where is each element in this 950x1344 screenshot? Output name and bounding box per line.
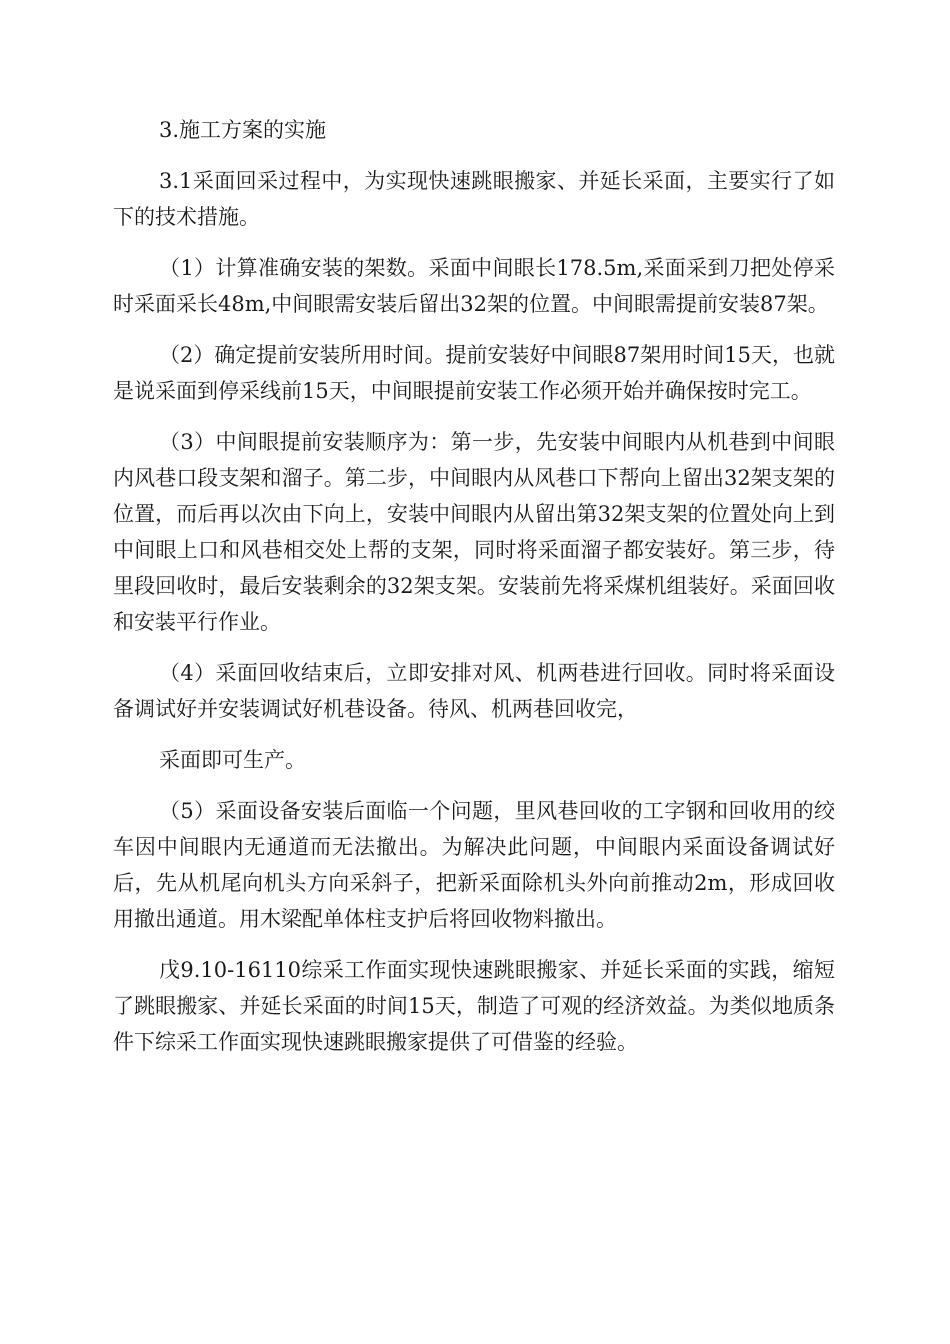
paragraph-step-2: （2）确定提前安装所用时间。提前安装好中间眼87架用时间15天，也就是说采面到停采线前15天，中间眼提前安装工作必须开始并确保按时完工。 <box>113 343 835 403</box>
paragraph-step-5: （5）采面设备安装后面临一个问题，里风巷回收的工字钢和回收用的绞车因中间眼内无通道而无法撤出。为解决此问题，中间眼内采面设备调试好后，先从机尾向机头方向采斜子，把新采面除机头外向前推动2m，形成回收用撤出通道。用木梁配单体柱支护后将回收物料撤出。 <box>113 799 835 931</box>
section-heading: 3.施工方案的实施 <box>159 118 327 142</box>
document-body <box>113 112 835 1075</box>
paragraph-step-3: （3）中间眼提前安装顺序为：第一步，先安装中间眼内从机巷到中间眼内风巷口段支架和溜子。第二步，中间眼内从风巷口下帮向上留出32架支架的位置，而后再以次由下向上，安装中间眼内从留出第32架支架的位置处向上到中间眼上口和风巷相交处上帮的支架，同时将采面溜子都安装好。第三步，待里段回收时，最后安装剩余的32架支架。安装前先将采煤机组装好。采面回收和安装平行作业。 <box>113 430 835 634</box>
paragraph-3-1: 3.1采面回采过程中，为实现快速跳眼搬家、并延长采面，主要实行了如下的技术措施。 <box>113 169 835 229</box>
paragraph-step-4: （4）采面回收结束后，立即安排对风、机两巷进行回收。同时将采面设备调试好并安装调试好机巷设备。待风、机两巷回收完， <box>113 661 835 721</box>
paragraph-step-4-continuation: 采面即可生产。 <box>159 748 306 772</box>
paragraph-step-1: （1）计算准确安装的架数。采面中间眼长178.5m,采面采到刀把处停采时采面采长48m,中间眼需安装后留出32架的位置。中间眼需提前安装87架。 <box>113 256 835 316</box>
paragraph-conclusion: 戊9.10-16110综采工作面实现快速跳眼搬家、并延长采面的实践，缩短了跳眼搬家、并延长采面的时间15天，制造了可观的经济效益。为类似地质条件下综采工作面实现快速跳眼搬家提供了可借鉴的经验。 <box>113 958 835 1054</box>
